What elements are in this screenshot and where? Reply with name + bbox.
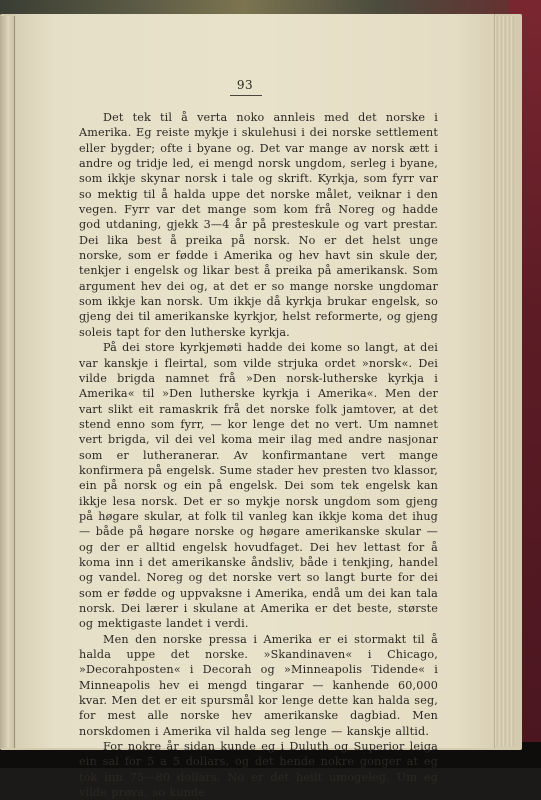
book-page: [16, 14, 494, 800]
paragraph-1: Det tek til å verta noko annleis med det norske i Amerika. Eg reiste mykje i skulehusi i dei norske settlement eller bygder; ofte i byane og. Det var mange av norsk ætt i andre og tridje led, ei mengd norsk ungdom, serleg i byane, som ikkje skynar norsk i tale og skrift. Kyrkja, som fyrr var so mektig til å halda uppe det norske målet, veiknar i den vegen. Fyrr var det mange som kom frå Noreg og hadde god utdaning, gjekk 3—4 år på presteskule og vart prestar. Dei lika best å preika på norsk. No er det helst unge norske, som er fødde i Amerika og hev havt sin skule der, tenkjer i engelsk og likar best å preika på amerikansk. Som argument hev dei og, at det er so mange norske ungdomar som ikkje kan norsk. Um ikkje då kyrkja brukar engelsk, so gjeng dei til amerikanske kyrkjor, helst reformerte, og gjeng soleis tapt for den lutherske kyrkja.: [79, 111, 438, 339]
page-number-rule: [230, 95, 262, 96]
paragraph-3: Men den norske pressa i Amerika er ei stormakt til å halda uppe det norske. »Skandinaven« i Chicago, »Decorahposten« i Decorah og »Minneapolis Tidende« i Minneapolis hev ei mengd tingarar — kanhende 60,000 kvar. Men det er eit spursmål kor lenge dette kan halda seg, for mest alle norske hev amerikanske dagbiad. Men norskdomen i Amerika vil halda seg lenge — kanskje alltid.: [79, 632, 438, 738]
paragraph-2: På dei store kyrkjemøti hadde dei kome so langt, at dei var kanskje i fleirtal, som vilde strjuka ordet »norsk«. Dei vilde brigda namnet frå »Den norsk-lutherske kyrkja i Amerika« til »Den lutherske kyrkja i Amerika«. Men der vart slikt eit ramaskrik frå det norske folk jamtover, at det stend enno som fyrr, — kor lenge det no vert. Um namnet vert brigda, vil dei vel koma meir ilag med andre nasjonar som er lutheranerar. Av konfirmantane vert mange konfirmera på engelsk. Sume stader hev presten tvo klassor, ein på norsk og ein på engelsk. Dei som tek engelsk kan ikkje lesa norsk. Det er so mykje norsk ungdom som gjeng på høgare skular, at folk til vanleg kan ikkje koma det ihug — både på høgare norske og høgare amerikanske skular — og der er alltid engelsk hovudfaget. Dei hev lettast for å koma inn i det amerikanske åndsliv, både i tenkjing, handel og vandel. Noreg og det norske vert so langt burte for dei som er fødde og uppvaksne i Amerika, endå um dei kan tala norsk. Dei lærer i skulane at Amerika er det beste, største og mektigaste landet i verdi.: [79, 341, 438, 631]
page-stack-edge: [494, 16, 514, 746]
body-text: [79, 110, 438, 800]
page-number: 93: [236, 78, 254, 92]
paragraph-4: For nokre år sidan kunde eg i Duluth og Superior leiga ein sal for 5 a 5 dollars, og det hende nokre gonger at eg tok inn 75—80 dollars. No er det heilt umogeleg. Um eg vilde prøva, so kunde: [79, 740, 438, 800]
left-page-edge: [0, 16, 15, 748]
